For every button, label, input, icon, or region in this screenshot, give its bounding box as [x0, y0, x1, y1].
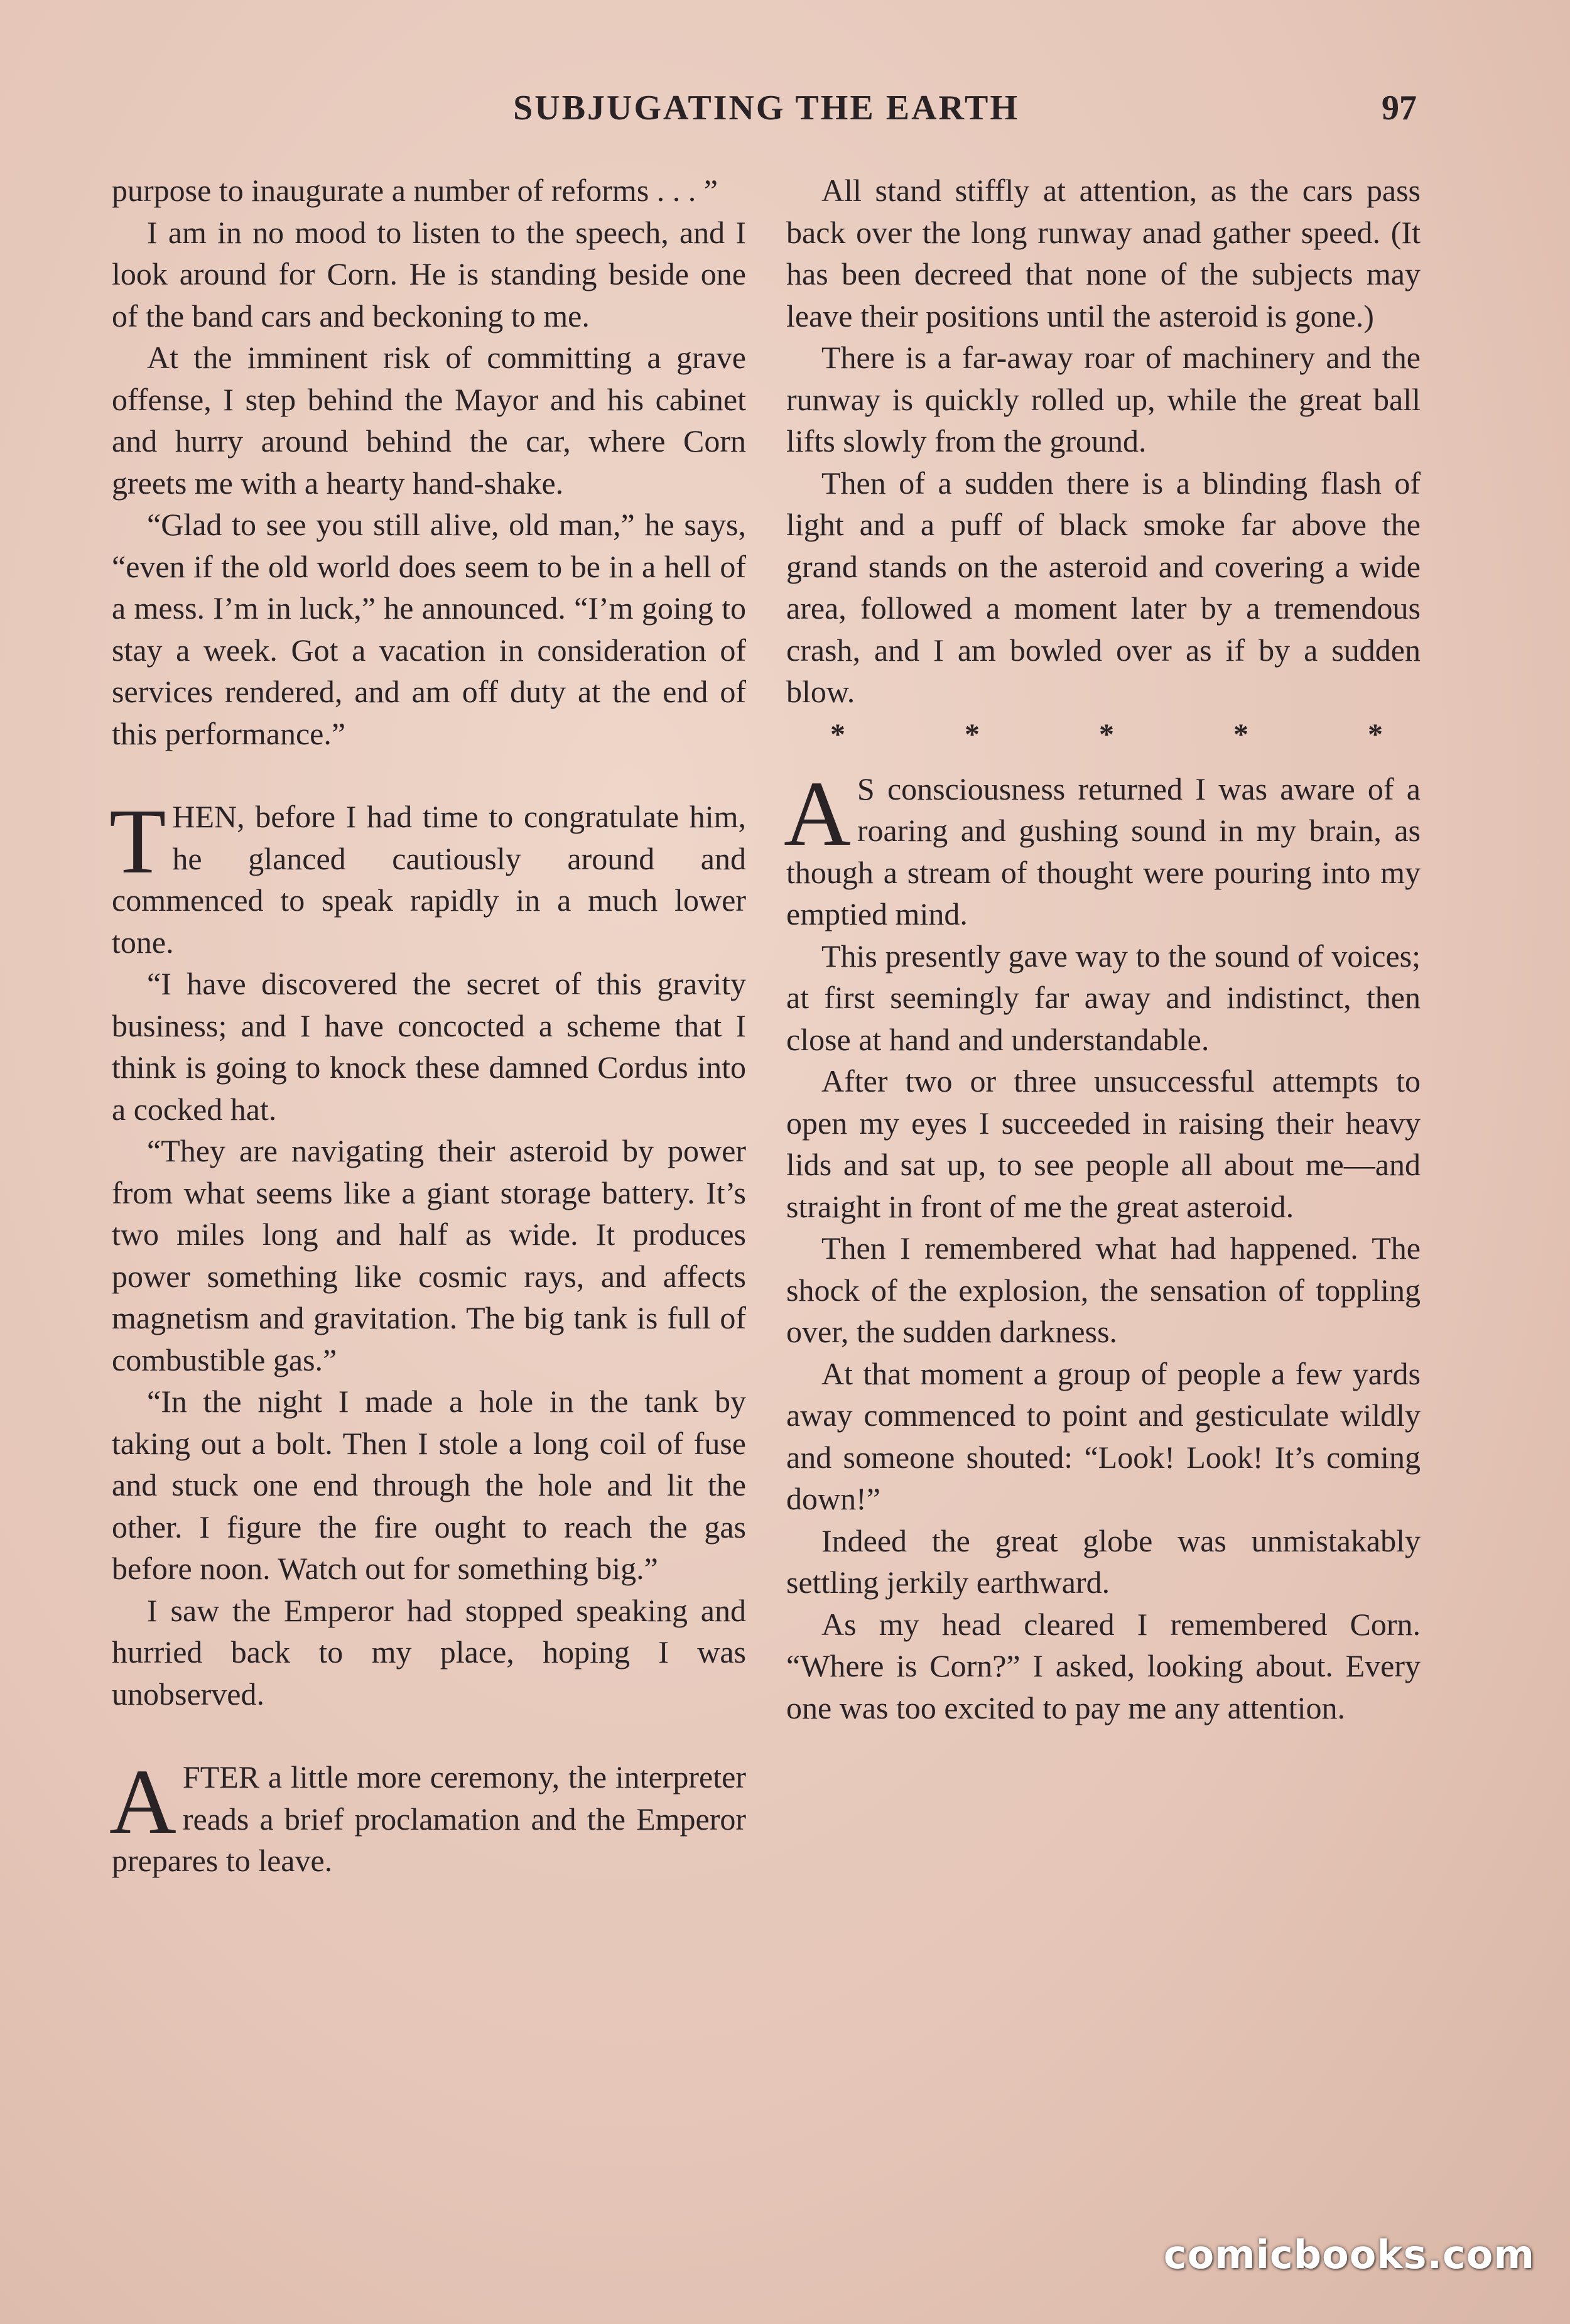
lead-in-caps: FTER [182, 1759, 260, 1795]
paragraph: Indeed the great globe was unmistakably settling jerkily earthward. [786, 1523, 1421, 1600]
paragraph: I saw the Emperor had stopped speaking and hurried back to my place, hoping I was unobserved. [112, 1592, 746, 1712]
left-column [109, 170, 746, 1882]
paragraph: “In the night I made a hole in the tank by taking out a bolt. Then I stole a long coil of fuse and stuck one end through the hole and lit the other. I figure the fire ought to reach the gas before noon. Watch out for something big.” [112, 1384, 746, 1586]
drop-cap: A [109, 1751, 176, 1854]
paragraph: “They are navigating their asteroid by power from what seems like a giant storage battery. It’s two miles long and half as wide. It produces power something like cosmic rays, and affects magnetism and gravitation. The big tank is full of combustible gas.” [112, 1133, 746, 1377]
paragraph: “I have discovered the secret of this gravity business; and I have concocted a scheme that I think is going to knock these damned Cordus into a cocked hat. [112, 966, 746, 1127]
paragraph: “Glad to see you still alive, old man,” he says, “even if the old world does seem to be in a hell of a mess. I’m in luck,” he announced. “I’m going to stay a week. Got a vacation in consideration of services rendered, and am off duty at the end of this performance.” [112, 507, 746, 751]
paragraph: After two or three unsuccessful attempts to open my eyes I succeeded in raising their heavy lids and sat up, to see people all about me—and straight in front of me the great asteroid. [786, 1063, 1421, 1224]
site-watermark: comicbooks.com [1163, 2232, 1535, 2278]
paragraph: At the imminent risk of committing a grave offense, I step behind the Mayor and his cabinet and hurry around behind the car, where Corn greets me with a hearty hand-shake. [112, 340, 746, 501]
paragraph-text: consciousness returned I was aware of a roaring and gushing sound in my brain, as though a stream of thought were pouring into my emptied mind. [786, 771, 1421, 931]
asterisk: * [965, 717, 980, 751]
paragraph-text: before I had time to congratulate him, he glanced cautiously around and commenced to speak rapidly in a much lower tone. [112, 799, 746, 960]
asterisk: * [1233, 717, 1248, 751]
page-number: 97 [1382, 89, 1417, 128]
paragraph: This presently gave way to the sound of voices; at first seemingly far away and indistinct, then close at hand and understandable. [786, 938, 1421, 1057]
paragraph: At that moment a group of people a few yards away commenced to point and gesticulate wildly and someone shouted: “Look! Look! It’s coming down!” [786, 1355, 1421, 1516]
running-title: SUBJUGATING THE EARTH [513, 89, 1019, 128]
right-column [786, 170, 1421, 1729]
section-opening-paragraph [109, 1751, 746, 1882]
asterisk: * [1368, 717, 1383, 751]
lead-in-caps: S [857, 771, 875, 806]
paragraph: Then I remembered what had happened. The shock of the explosion, the sensation of toppling over, the sudden darkness. [786, 1230, 1421, 1349]
paragraph: As my head cleared I remembered Corn. “Where is Corn?” I asked, looking about. Every one was too excited to pay me any attention. [786, 1606, 1421, 1725]
page-header [0, 88, 1570, 126]
lead-in-caps: HEN, [172, 799, 245, 834]
paragraph: I am in no mood to listen to the speech, and I look around for Corn. He is standing beside one of the band cars and beckoning to me. [112, 214, 746, 334]
asterisk: * [830, 717, 845, 751]
section-opening-paragraph [784, 762, 1421, 935]
paragraph: All stand stiffly at attention, as the cars pass back over the long runway anad gather speed. (It has been decreed that none of the subjects may leave their positions until the asteroid is gone.) [786, 173, 1421, 334]
section-opening-paragraph [109, 790, 746, 963]
paragraph: purpose to inaugurate a number of reforms . . . ” [112, 173, 718, 208]
asterisk: * [1099, 717, 1114, 751]
section-break-asterisks [786, 715, 1421, 754]
paragraph: There is a far-away roar of machinery and the runway is quickly rolled up, while the great ball lifts slowly from the ground. [786, 340, 1421, 459]
paragraph: Then of a sudden there is a blinding flash of light and a puff of black smoke far above the grand stands on the asteroid and covering a wide area, followed a moment later by a tremendous crash, and I am bowled over as if by a sudden blow. [786, 465, 1421, 709]
drop-cap: T [109, 790, 166, 893]
drop-cap: A [784, 762, 851, 866]
paragraph-text: a little more ceremony, the interpreter reads a brief proclamation and the Emperor prepares to leave. [112, 1759, 746, 1878]
